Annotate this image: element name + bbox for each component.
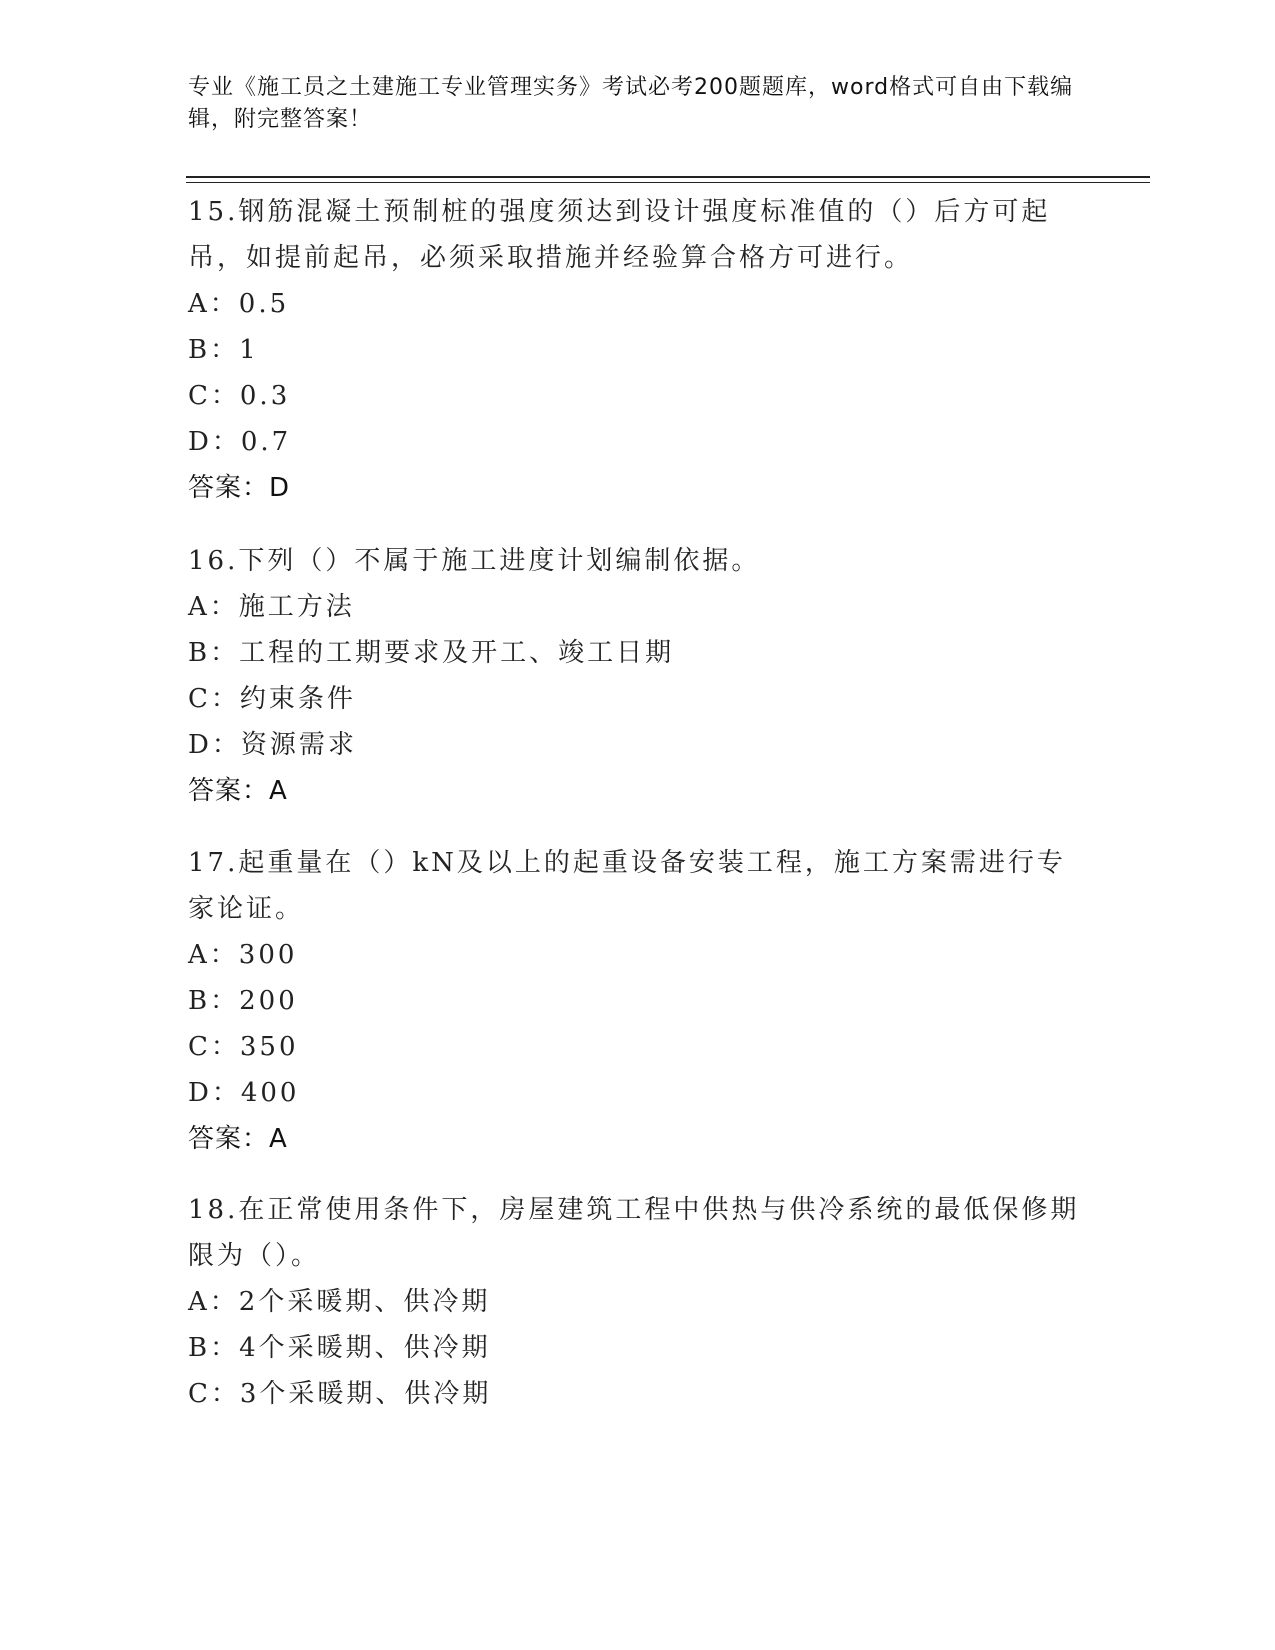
answer: 答案：D (188, 473, 291, 503)
option-c: C：0.3 (188, 381, 291, 411)
option-a: A：0.5 (188, 289, 290, 319)
option-d: D：400 (188, 1078, 300, 1108)
header-divider-thin (186, 182, 1150, 183)
option-c: C：约束条件 (188, 684, 356, 714)
question-15 (188, 189, 1088, 511)
option-c: C：3个采暖期、供冷期 (188, 1379, 492, 1409)
option-d: D：0.7 (188, 427, 292, 457)
option-a: A：施工方法 (188, 592, 355, 622)
question-18 (188, 1187, 1088, 1417)
option-b: B：4个采暖期、供冷期 (188, 1333, 491, 1363)
answer: 答案：A (188, 1124, 288, 1154)
answer: 答案：A (188, 776, 288, 806)
question-stem: 16.下列（）不属于施工进度计划编制依据。 (188, 546, 761, 576)
option-b: B：200 (188, 986, 298, 1016)
document-header: 专业《施工员之土建施工专业管理实务》考试必考200题题库，word格式可自由下载编辑，附完整答案！ (188, 75, 1074, 132)
question-16 (188, 538, 1088, 814)
option-a: A：2个采暖期、供冷期 (188, 1287, 491, 1317)
question-stem: 18.在正常使用条件下，房屋建筑工程中供热与供冷系统的最低保修期限为（）。 (188, 1195, 1080, 1271)
option-b: B：1 (188, 335, 259, 365)
question-stem: 15.钢筋混凝土预制桩的强度须达到设计强度标准值的（）后方可起吊，如提前起吊，必须采取措施并经验算合格方可进行。 (188, 197, 1051, 273)
option-d: D：资源需求 (188, 730, 357, 760)
question-17 (188, 840, 1088, 1162)
option-c: C：350 (188, 1032, 299, 1062)
question-stem: 17.起重量在（）kN及以上的起重设备安装工程，施工方案需进行专家论证。 (188, 848, 1066, 924)
option-b: B：工程的工期要求及开工、竣工日期 (188, 638, 675, 668)
header-divider (186, 176, 1150, 178)
option-a: A：300 (188, 940, 298, 970)
